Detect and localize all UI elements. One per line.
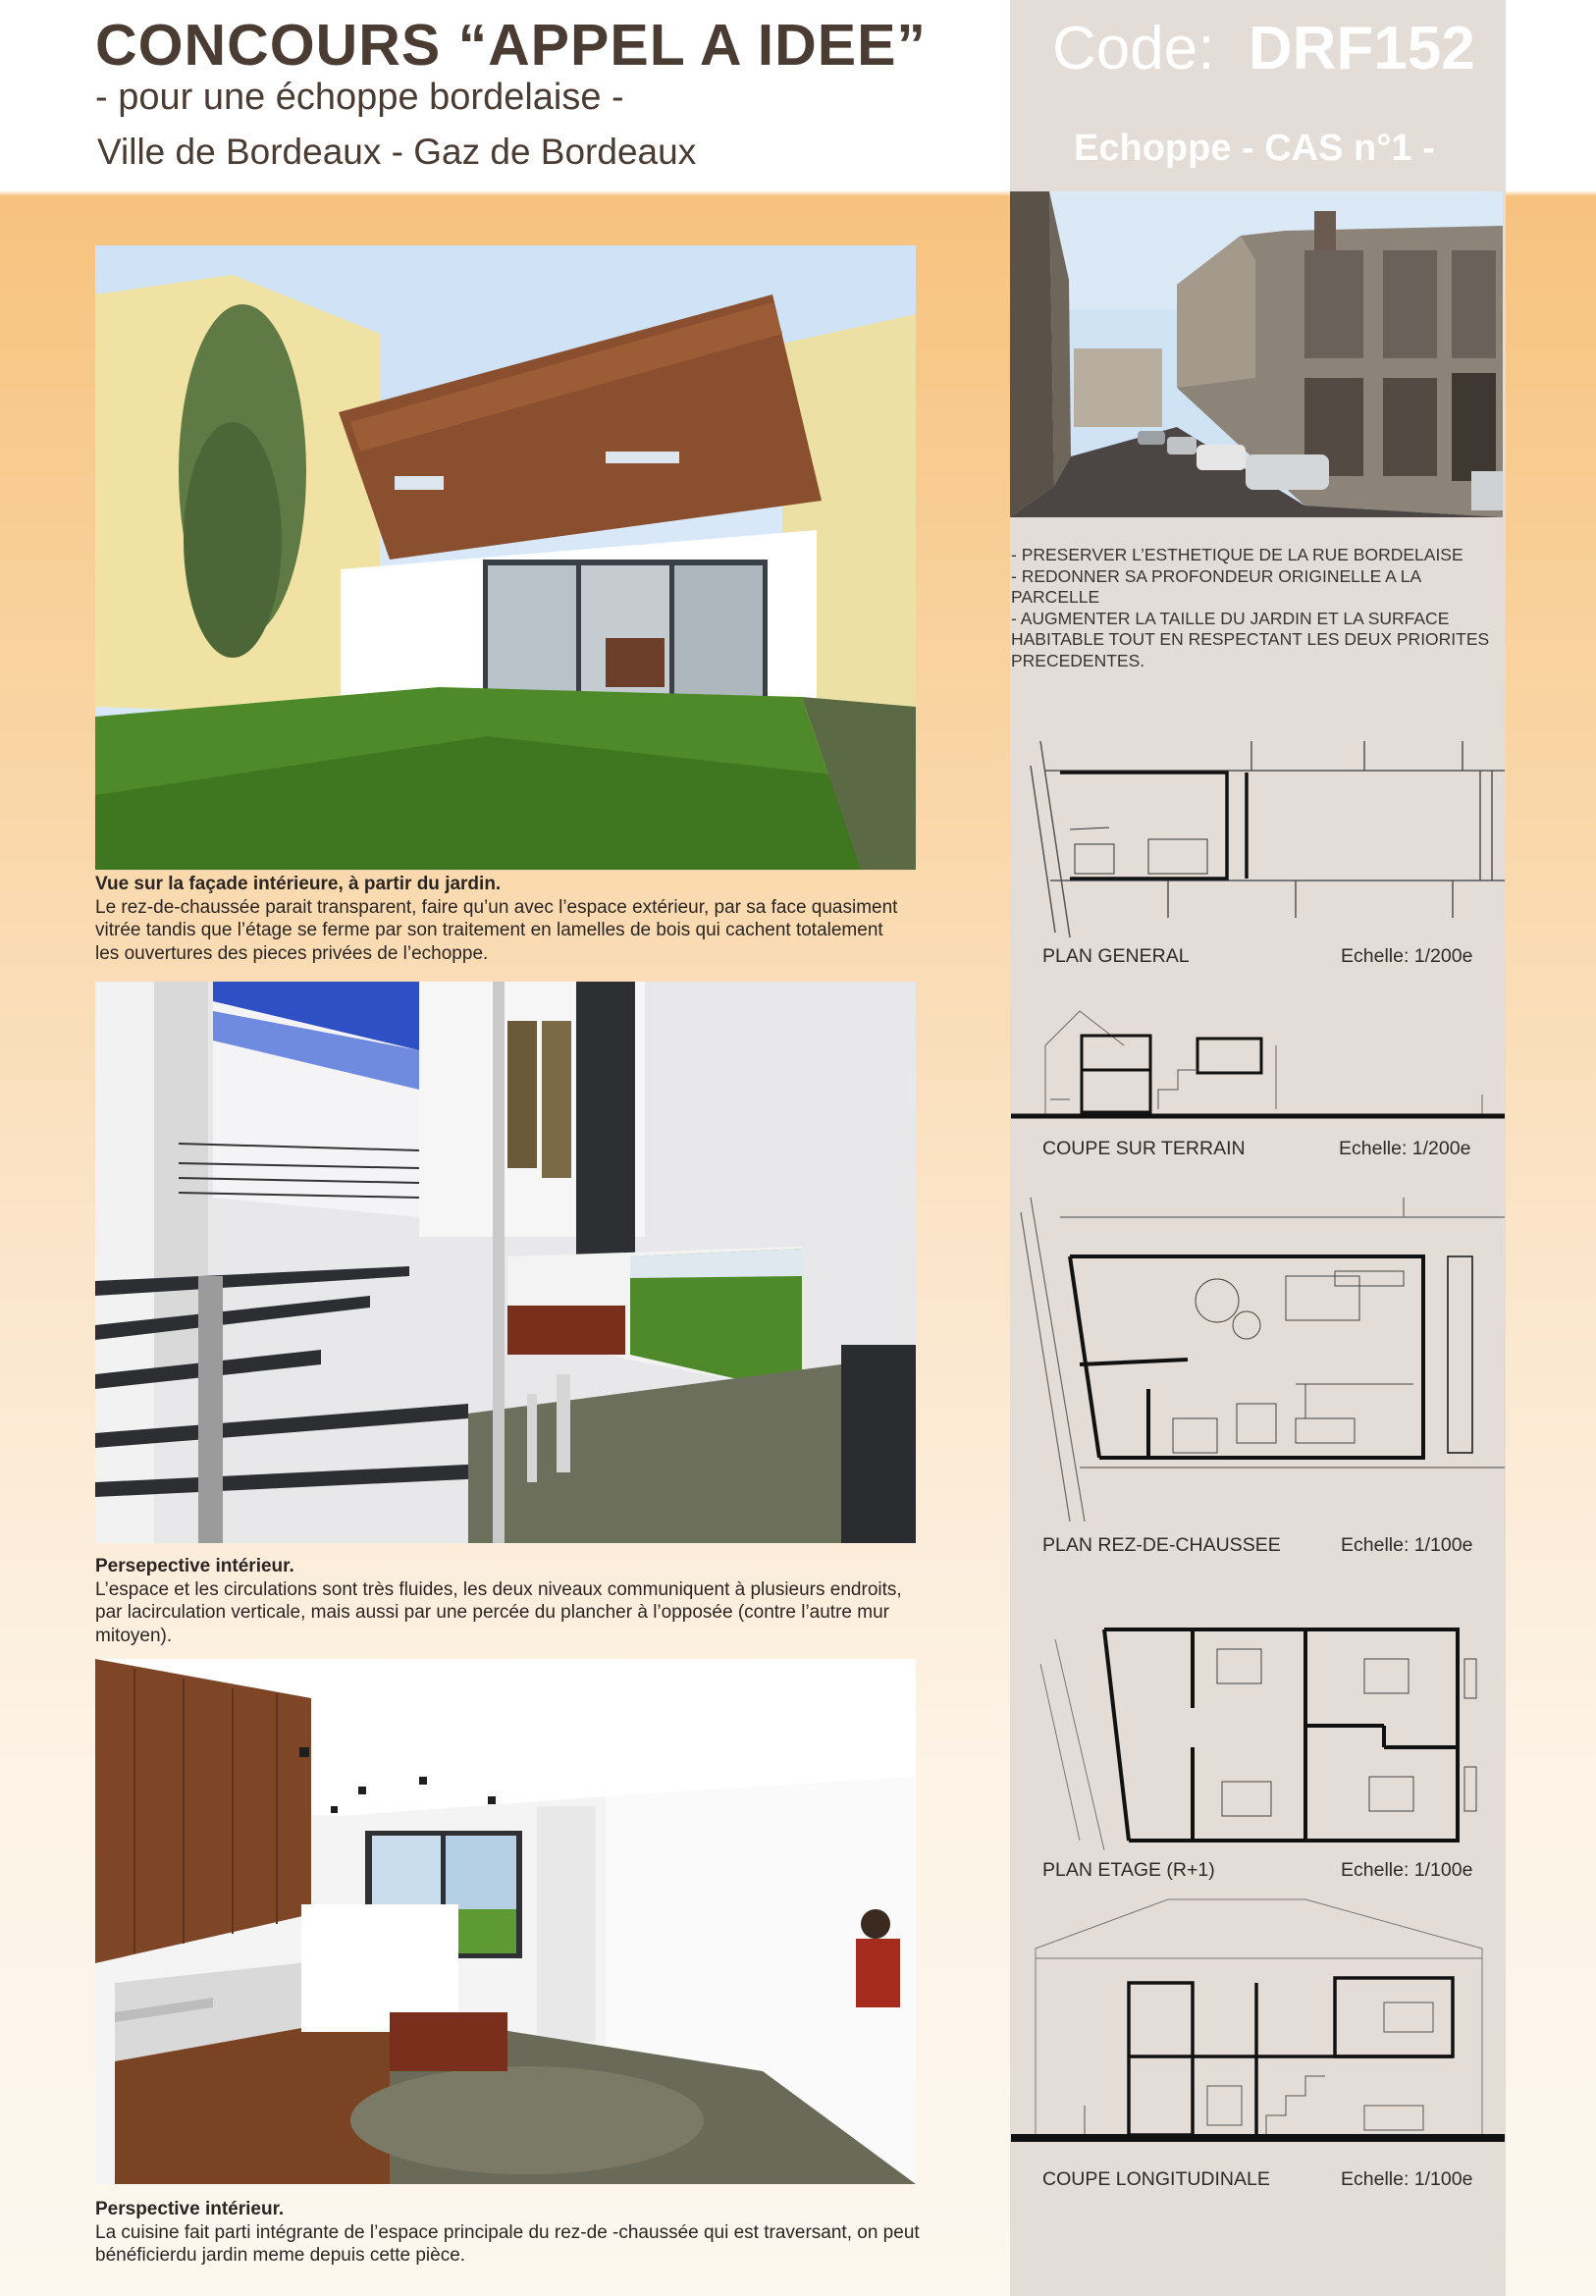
page-subtitle: - pour une échoppe bordelaise - [95, 77, 624, 118]
render-interior-stairs [95, 982, 916, 1543]
plan-label: COUPE SUR TERRAIN [1042, 1138, 1246, 1159]
caption-line: L’espace et les circulations sont très fluides, les deux niveaux communiquent à plusieurs endroits, [95, 1578, 902, 1600]
entry-code [1052, 14, 1475, 83]
render-caption [95, 1555, 939, 1647]
objective-line: PRECEDENTES. [1011, 650, 1145, 670]
coupe-terrain-drawing [1011, 1001, 1505, 1129]
code-value: DRF152 [1248, 15, 1475, 82]
code-label: Code: [1052, 15, 1215, 82]
plan-scale: Echelle: 1/200e [1341, 945, 1473, 967]
objective-line: HABITABLE TOUT EN RESPECTANT LES DEUX PRIORITES [1011, 629, 1490, 649]
caption-title: Persepective intérieur. [95, 1556, 294, 1576]
plan-rdc-drawing [1011, 1193, 1505, 1526]
coupe-longitudinale-drawing [1011, 1890, 1505, 2164]
plan-label: PLAN REZ-DE-CHAUSSEE [1042, 1534, 1281, 1556]
objective-line: PARCELLE [1011, 587, 1100, 607]
caption-line: bénéficierdu jardin meme depuis cette pièce. [95, 2245, 466, 2266]
plan-etage-drawing [1011, 1620, 1505, 1855]
plan-scale: Echelle: 1/100e [1341, 1534, 1473, 1556]
plan-label: PLAN ETAGE (R+1) [1042, 1859, 1215, 1881]
caption-line: par lacirculation verticale, mais aussi par une percée du plancher à l’opposée (contre l’autre mur [95, 1602, 889, 1623]
objective-line: - AUGMENTER LA TAILLE DU JARDIN ET LA SURFACE [1011, 608, 1450, 628]
plan-scale: Echelle: 1/100e [1341, 1859, 1473, 1881]
organizers: Ville de Bordeaux - Gaz de Bordeaux [97, 132, 697, 172]
caption-line: Le rez-de-chaussée parait transparent, faire qu’un avec l’espace extérieur, par sa face quasiment [95, 896, 898, 918]
objectives-list [1011, 545, 1502, 671]
caption-line: La cuisine fait parti intégrante de l’espace principale du rez-de -chaussée qui est traversant, on peut [95, 2221, 920, 2243]
caption-line: mitoyen). [95, 1625, 173, 1646]
render-kitchen [95, 1659, 916, 2184]
page-title: CONCOURS “APPEL A IDEE” [95, 13, 927, 78]
plan-general-drawing [1011, 721, 1505, 942]
street-photo [1010, 191, 1503, 517]
caption-title: Perspective intérieur. [95, 2199, 285, 2219]
caption-line: vitrée tandis que l’étage se ferme par son traitement en lamelles de bois qui cachent totalement [95, 920, 883, 940]
plan-scale: Echelle: 1/200e [1339, 1138, 1471, 1159]
caption-line: les ouvertures des pieces privées de l’echoppe. [95, 942, 489, 964]
plan-label: PLAN GENERAL [1042, 945, 1190, 967]
objective-line: - REDONNER SA PROFONDEUR ORIGINELLE A LA [1011, 565, 1422, 586]
plan-scale: Echelle: 1/100e [1341, 2168, 1473, 2190]
render-caption [95, 2198, 939, 2268]
caption-title: Vue sur la façade intérieure, à partir du jardin. [95, 874, 502, 894]
plan-label: COUPE LONGITUDINALE [1042, 2168, 1270, 2190]
case-label: Echoppe - CAS n°1 - [1074, 128, 1435, 169]
render-caption [95, 873, 939, 965]
objective-line: - PRESERVER L’ESTHETIQUE DE LA RUE BORDELAISE [1011, 545, 1463, 564]
render-garden-facade [95, 245, 916, 870]
